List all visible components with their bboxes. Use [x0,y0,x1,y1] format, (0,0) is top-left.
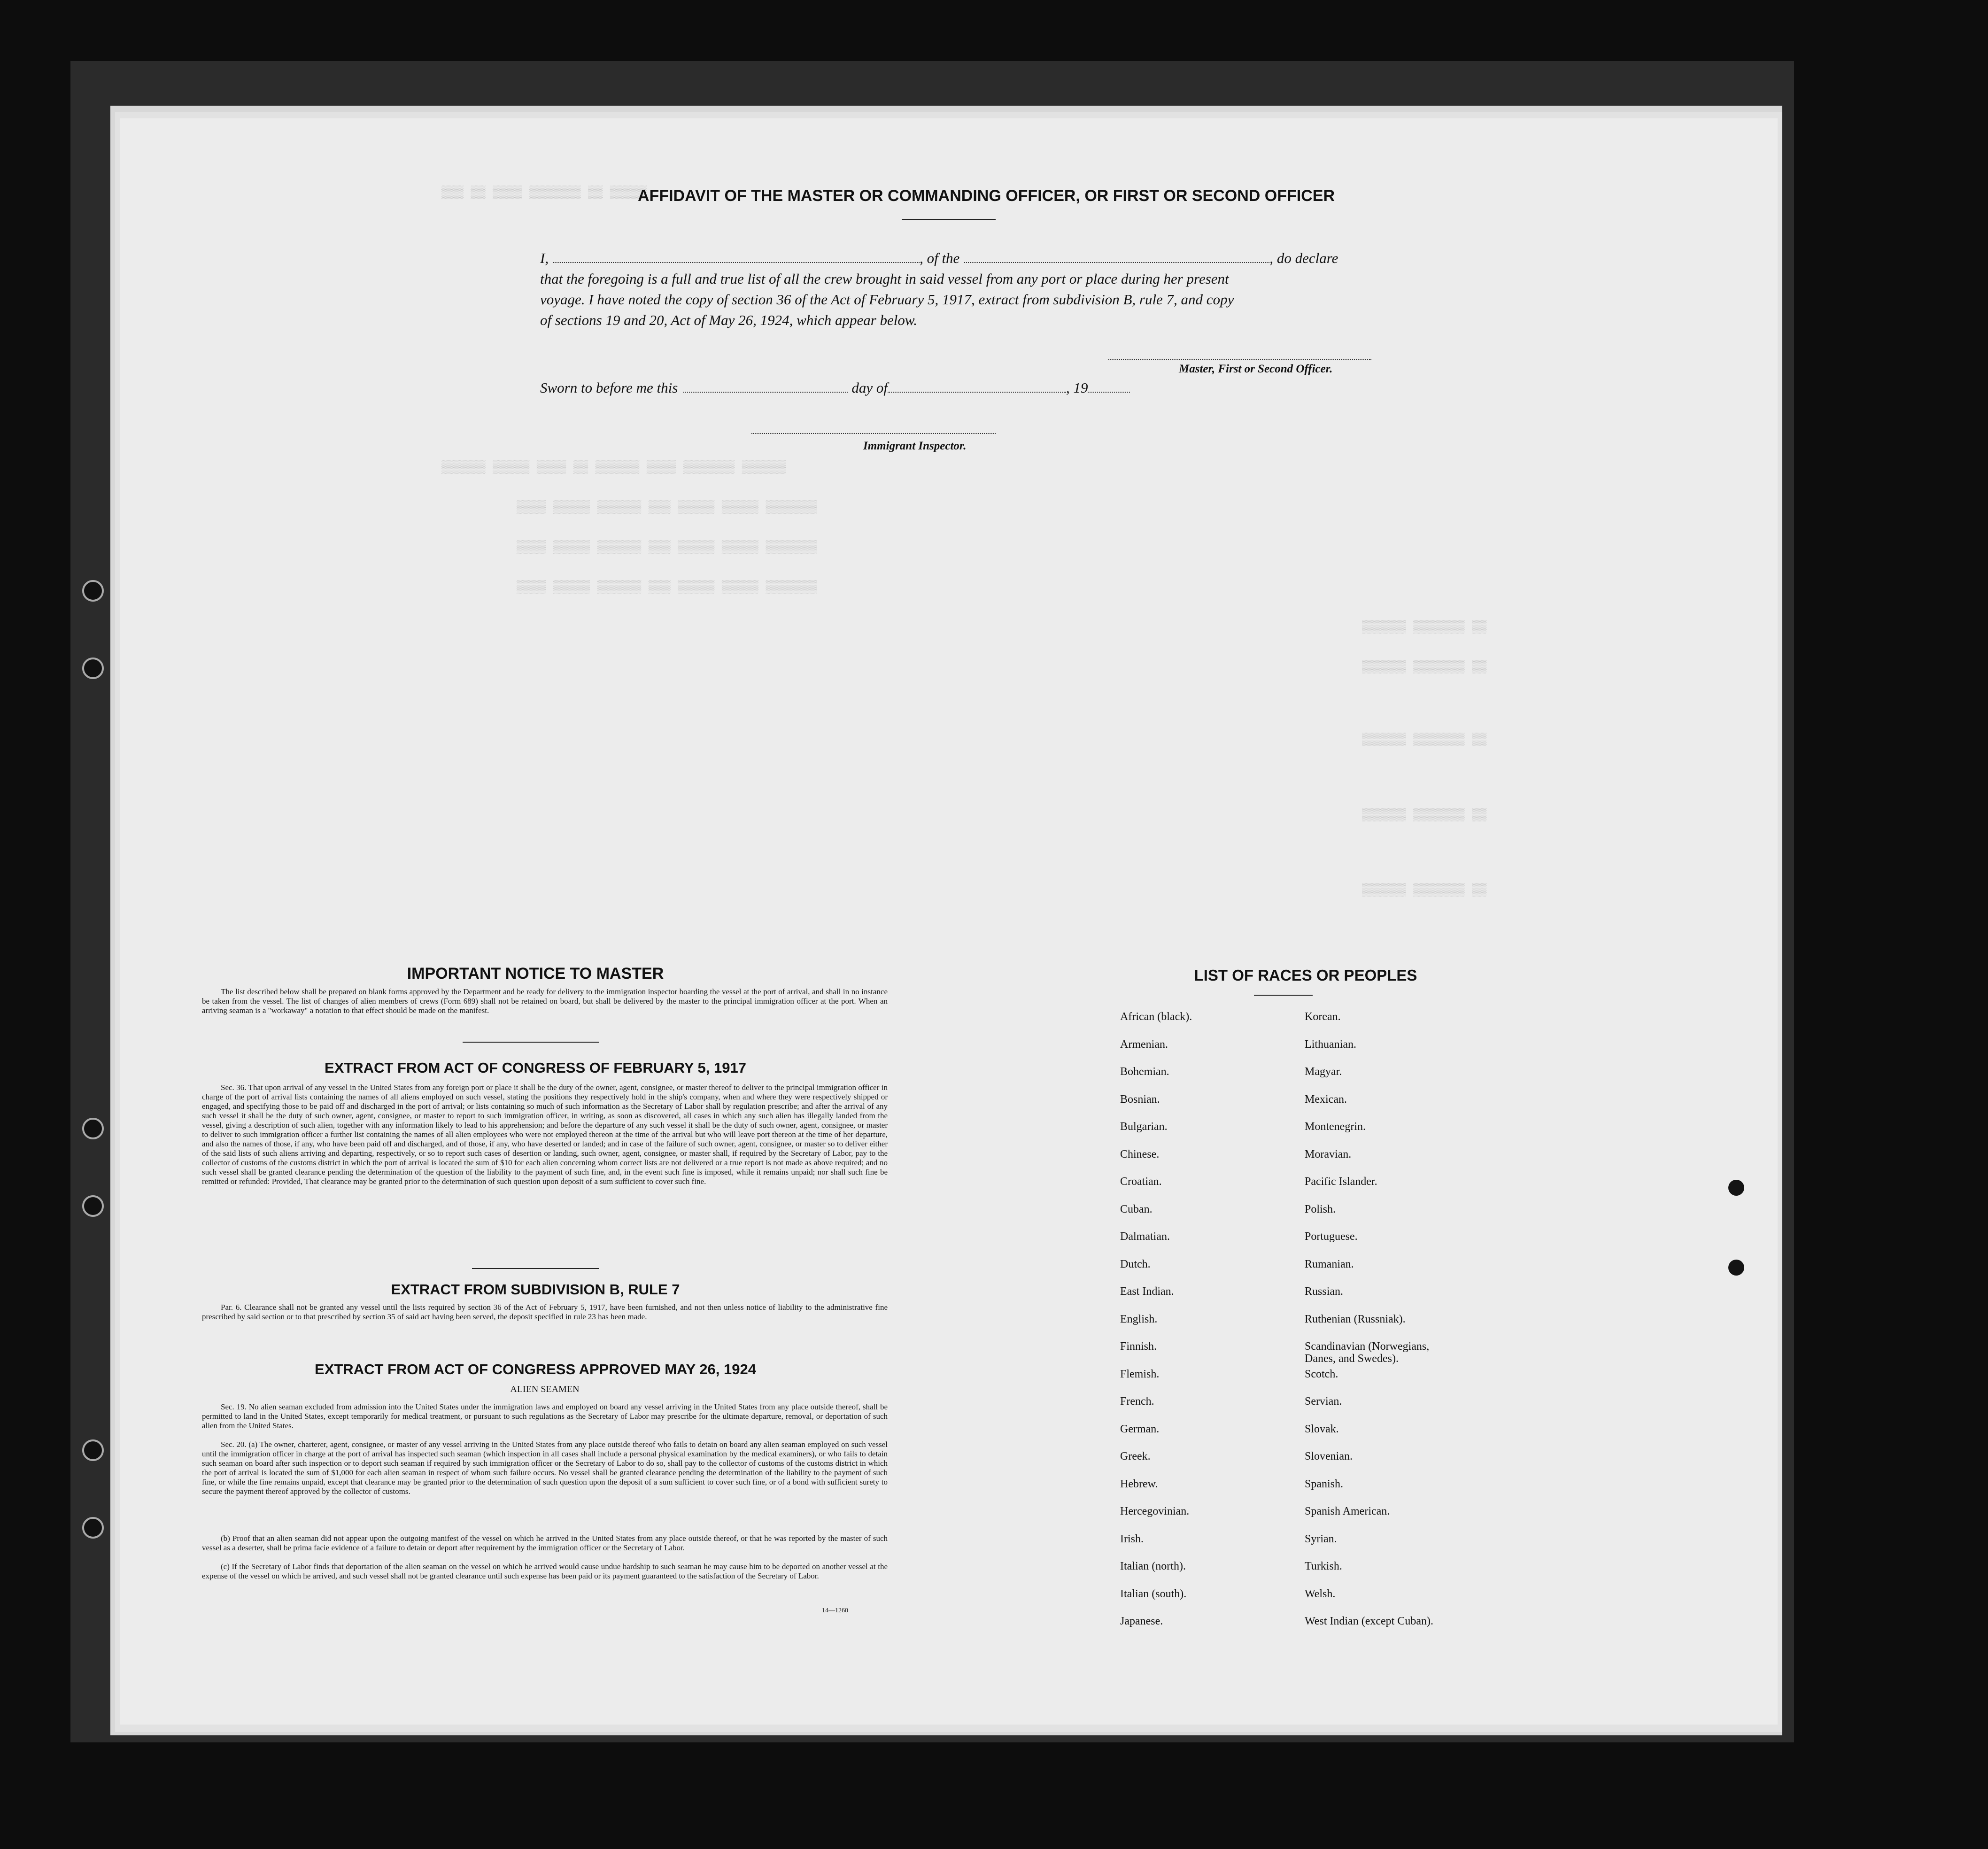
race-item: Russian. [1305,1285,1344,1298]
extract-rule7-title: EXTRACT FROM SUBDIVISION B, RULE 7 [391,1281,680,1298]
race-item: Scandinavian (Norwegians, Danes, and Swedes). [1305,1340,1430,1365]
race-item: Slovak. [1305,1423,1339,1435]
race-item: Dutch. [1120,1258,1151,1270]
binder-hole [82,1517,104,1539]
sworn-line [540,379,1130,396]
sworn-day-of: day of [851,379,888,396]
race-item: Lithuanian. [1305,1038,1356,1051]
binder-hole [82,580,104,602]
vessel-blank-field[interactable] [964,252,1269,263]
race-item: Korean. [1305,1011,1341,1023]
punch-mark [1728,1180,1744,1196]
affidavit-line-1 [540,248,1404,269]
race-item: Bulgarian. [1120,1121,1168,1133]
race-item: Syrian. [1305,1532,1337,1545]
title-divider [902,219,996,220]
race-item: Scotch. [1305,1368,1338,1380]
affidavit-line-4: of sections 19 and 20, Act of May 26, 1924, which appear below. [540,312,918,328]
race-item: Ruthenian (Russniak). [1305,1313,1406,1325]
race-item: Greek. [1120,1450,1151,1462]
race-item: Moravian. [1305,1148,1352,1160]
race-item: Servian. [1305,1395,1342,1408]
race-item: German. [1120,1423,1160,1435]
affidavit-declare-label: , do declare [1269,250,1338,266]
master-caption: Master, First or Second Officer. [1179,363,1333,375]
race-item: Irish. [1120,1532,1144,1545]
race-item: Italian (north). [1120,1560,1186,1572]
race-item: Hebrew. [1120,1478,1158,1490]
section-divider [463,1042,599,1043]
race-item: Dalmatian. [1120,1230,1170,1243]
race-item: Japanese. [1120,1615,1163,1627]
extract-1924-sec20a: Sec. 20. (a) The owner, charterer, agent, consignee, or master of any vessel arriving in the United States from any place outside thereof who fails to detain on board any alien seaman employed on such vessel until the immigration officer in charge at the port of arrival has inspected such seaman (which inspection in all cases shall include a personal physical examination by the medical examiners), or who fails to detain such seaman on board after such inspection or to deport such seaman if required by such immigration officer or the Secretary of Labor to do so, shall pay to the collector of customs of the customs district in which the port of arrival is located the sum of $1,000 for each alien seaman in respect of whom such failure occurs. No vessel shall be granted clearance pending the determination of the liability to the payment of such fine, or while the fine remains unpaid, except that clearance may be granted prior to the determination of such question upon the deposit of a sum sufficient to cover such fine, or of a bond with sufficient surety to secure the payment thereof approved by the collector of customs. [202,1440,888,1496]
inspector-signature-line[interactable] [751,423,996,434]
extract-1917-title: EXTRACT FROM ACT OF CONGRESS OF FEBRUARY 5, 1917 [325,1060,746,1076]
race-item: Pacific Islander. [1305,1176,1377,1188]
binder-hole [82,658,104,679]
punch-mark [1728,1260,1744,1276]
race-item: French. [1120,1395,1154,1408]
notice-title: IMPORTANT NOTICE TO MASTER [407,965,664,983]
sworn-day-field[interactable] [683,381,848,393]
extract-1917-text: Sec. 36. That upon arrival of any vessel in the United States from any foreign port or place it shall be the duty of the owner, agent, consignee, or master thereof to deliver to the principal immigration officer in charge of the port of arrival lists containing the names of all aliens employed on such vessel, stating the positions they respectively hold in the ship's company, when and where they were respectively shipped or engaged, and specifying those to be paid off and discharged in the port of arrival; or lists containing so much of such information as the Secretary of Labor shall by regulation prescribe; and after the arrival of any such vessel it shall be the duty of such owner, agent, consignee, or master to report to such immigration officer, in writing, as soon as discovered, all cases in which any such alien has illegally landed from the vessel, giving a description of such alien, together with any information likely to lead to his apprehension; and before the departure of any such vessel it shall be the duty of such owner, agent, consignee, or master to deliver to such immigration officer a further list containing the names of all alien employees who were not employed thereon at the time of the arrival but who will leave port thereon at the time of her departure, and also the names of those, if any, who have been paid off and discharged, and of those, if any, who have deserted or landed; and in case of the failure of such owner, agent, consignee, or master so to deliver either of the said lists of such aliens arriving and departing, respectively, or so to report such cases of desertion or landing, such owner, agent, consignee, or master shall, if required by the Secretary of Labor, pay to the collector of customs of the customs district in which the port of arrival is located the sum of $10 for each alien concerning whom correct lists are not delivered or a true report is not made as above required; and no such vessel shall be granted clearance pending the determination of the question of the liability to the payment of such fine, and, in the event such fine is imposed, while it remains unpaid; nor shall such fine be remitted or refunded: Provided, That clearance may be granted prior to the determination of such question upon deposit of a sum sufficient to cover such fine. [202,1083,888,1186]
race-item: Montenegrin. [1305,1121,1366,1133]
race-item: Welsh. [1305,1587,1336,1600]
race-item: Spanish. [1305,1478,1344,1490]
bleed-through-text: ▒▒▒▒ ▒▒▒▒▒ ▒▒▒▒▒▒ ▒▒▒ ▒▒▒▒▒ ▒▒▒▒▒ ▒▒▒▒▒▒▒ [517,500,817,514]
extract-1924-sec20b: (b) Proof that an alien seaman did not appear upon the outgoing manifest of the vessel on which he arrived in the United States from any place outside thereof, or that he was reported by the master of such vessel as a deserter, shall be prima facie evidence of a failure to detain or deport after requirement by the immigration officer or the Secretary of Labor. [202,1534,888,1552]
bleed-through-text: ▒▒▒▒ ▒▒▒▒▒ ▒▒▒▒▒▒ ▒▒▒ ▒▒▒▒▒ ▒▒▒▒▒ ▒▒▒▒▒▒▒ [517,540,817,554]
bleed-through-text: ▒▒▒ ▒▒ ▒▒▒▒ ▒▒▒▒▒▒▒ ▒▒ ▒▒▒▒▒ [441,186,647,200]
master-signature-line[interactable] [1108,348,1371,360]
sworn-year-field[interactable] [1088,381,1130,393]
bleed-through-text: ▒▒▒▒▒▒ ▒▒▒▒▒▒▒ ▒▒ [1362,808,1487,822]
bleed-through-text: ▒▒▒▒▒▒ ▒▒▒▒▒▒▒ ▒▒ [1362,883,1487,897]
bleed-through-text: ▒▒▒▒▒▒ ▒▒▒▒▒ ▒▒▒▒ ▒▒ ▒▒▒▒▒▒ ▒▒▒▒ ▒▒▒▒▒▒▒ ▒▒▒▒▒▒ [441,460,786,474]
race-item: Spanish American. [1305,1505,1390,1517]
section-divider [472,1268,599,1269]
race-item: East Indian. [1120,1285,1174,1298]
affidavit-i-label: I, [540,250,549,266]
race-item: Bohemian. [1120,1066,1169,1078]
bleed-through-text: ▒▒▒▒▒▒ ▒▒▒▒▒▒▒ ▒▒ [1362,620,1487,634]
race-item: Slovenian. [1305,1450,1353,1462]
race-item: Flemish. [1120,1368,1160,1380]
race-item: African (black). [1120,1011,1192,1023]
name-blank-field[interactable] [553,252,920,263]
binder-hole [82,1118,104,1139]
race-item: English. [1120,1313,1158,1325]
extract-1924-subtitle: ALIEN SEAMEN [510,1384,580,1394]
affidavit-line-2: that the foregoing is a full and true list of all the crew brought in said vessel from any port or place during her present [540,271,1229,287]
race-item: Cuban. [1120,1203,1153,1215]
races-divider [1254,995,1313,996]
race-item: Polish. [1305,1203,1336,1215]
race-item: Mexican. [1305,1093,1347,1106]
inspector-caption: Immigrant Inspector. [863,440,967,452]
race-item: Finnish. [1120,1340,1157,1353]
race-item: Armenian. [1120,1038,1168,1051]
race-item: Portuguese. [1305,1230,1358,1243]
race-item: Chinese. [1120,1148,1160,1160]
sworn-month-field[interactable] [888,381,1066,393]
extract-1924-title: EXTRACT FROM ACT OF CONGRESS APPROVED MAY 26, 1924 [315,1361,756,1377]
notice-text: The list described below shall be prepared on blank forms approved by the Department and be ready for delivery to the immigration inspector boarding the vessel at the port of arrival, and shall in no instance be taken from the vessel. The list of changes of alien members of crews (Form 689) shall not be retained on board, but shall be delivered by the master to the principal immigration officer at the port. When an arriving seaman is a "workaway" a notation to that effect should be made on the manifest. [202,987,888,1015]
race-item: Italian (south). [1120,1587,1187,1600]
affidavit-line-3: voyage. I have noted the copy of section 36 of the Act of February 5, 1917, extract from subdivision B, rule 7, and copy [540,291,1234,308]
affidavit-of-the-label: , of the [920,250,960,266]
extract-1924-sec19: Sec. 19. No alien seaman excluded from admission into the United States under the immigration laws and employed on board any vessel arriving in the United States from any place outside thereof, shall be permitted to land in the United States, except temporarily for medical treatment, or pursuant to such regulations as the Secretary of Labor may prescribe for the ultimate departure, removal, or deportation of such alien from the United States. [202,1402,888,1430]
race-item: Bosnian. [1120,1093,1160,1106]
sworn-prefix: Sworn to before me this [540,379,678,396]
race-item: West Indian (except Cuban). [1305,1615,1433,1627]
affidavit-body [540,248,1404,331]
extract-1924-sec20c: (c) If the Secretary of Labor finds that deportation of the alien seaman on the vessel on which he arrived would cause undue hardship to such seaman he may cause him to be deported on another vessel at the expense of the vessel on which he arrived, and such vessel shall not be granted clearance until such expense has been paid or its payment guaranteed to the satisfaction of the Secretary of Labor. [202,1562,888,1580]
binder-hole [82,1195,104,1217]
bleed-through-text: ▒▒▒▒▒▒ ▒▒▒▒▒▒▒ ▒▒ [1362,733,1487,747]
races-title: LIST OF RACES OR PEOPLES [1194,967,1417,984]
extract-rule7-text: Par. 6. Clearance shall not be granted any vessel until the lists required by section 36 of the Act of February 5, 1917, have been furnished, and not then unless notice of liability to the administrative fine prescribed by said section or to that prescribed by section 35 of said act having been served, the deposit specified in rule 23 has been made. [202,1303,888,1321]
bleed-through-text: ▒▒▒▒ ▒▒▒▒▒ ▒▒▒▒▒▒ ▒▒▒ ▒▒▒▒▒ ▒▒▒▒▒ ▒▒▒▒▒▒▒ [517,580,817,594]
race-item: Rumanian. [1305,1258,1354,1270]
affidavit-title: AFFIDAVIT OF THE MASTER OR COMMANDING OFFICER, OR FIRST OR SECOND OFFICER [638,187,1335,205]
bleed-through-text: ▒▒▒▒▒▒ ▒▒▒▒▒▒▒ ▒▒ [1362,660,1487,674]
sworn-year-prefix: , 19 [1066,379,1088,396]
form-number: 14—1260 [822,1607,848,1614]
race-item: Hercegovinian. [1120,1505,1190,1517]
race-item: Magyar. [1305,1066,1342,1078]
race-item: Turkish. [1305,1560,1342,1572]
race-item: Croatian. [1120,1176,1162,1188]
binder-hole [82,1439,104,1461]
